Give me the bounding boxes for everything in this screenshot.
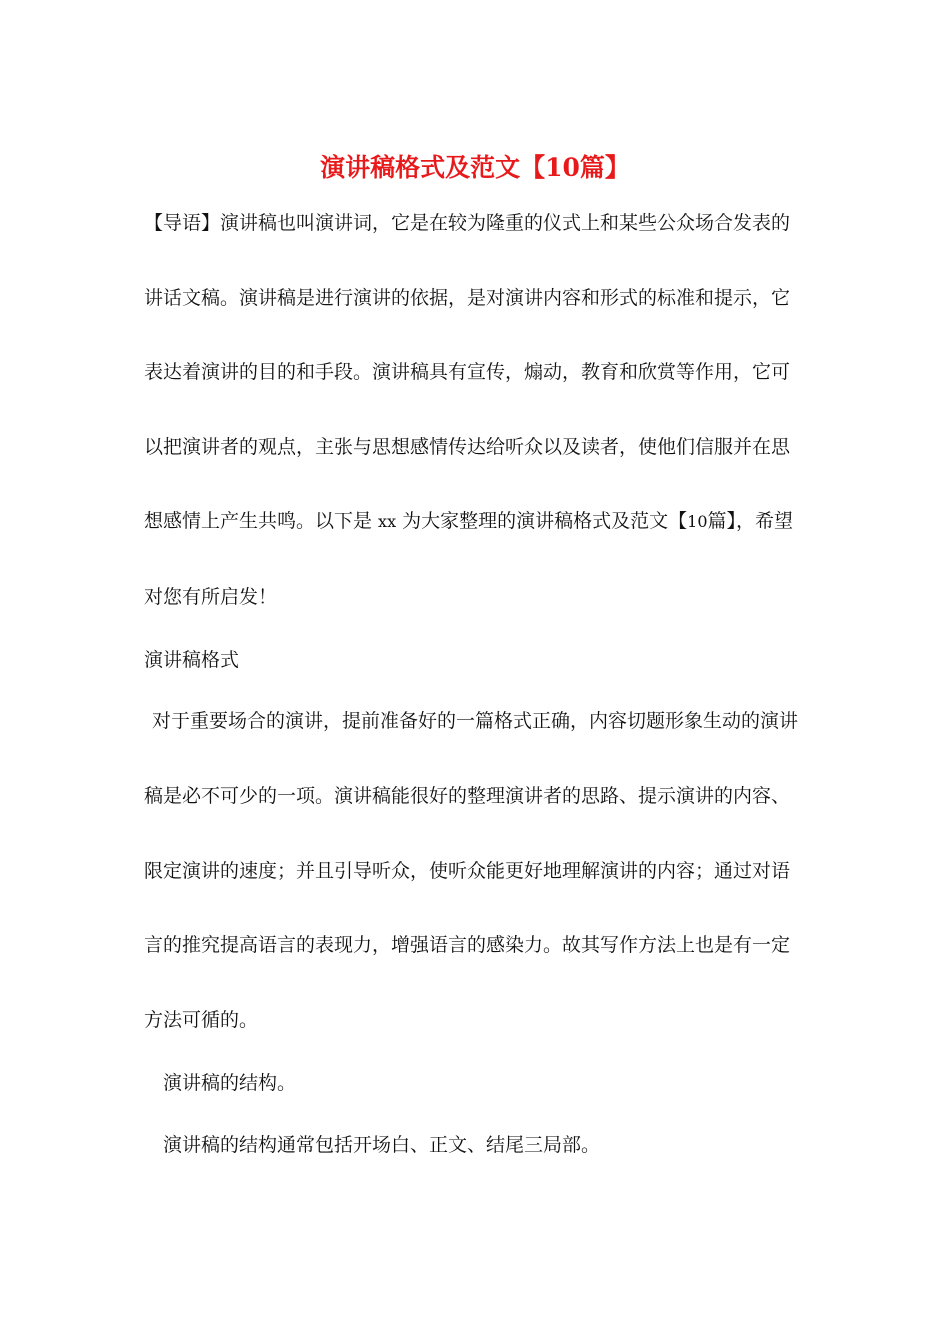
- section-line-3: 限定演讲的速度；并且引导听众，使听众能更好地理解演讲的内容；通过对语: [144, 860, 791, 882]
- intro-line-3: 表达着演讲的目的和手段。演讲稿具有宣传，煽动，教育和欣赏等作用，它可: [144, 361, 791, 383]
- section-heading: 演讲稿格式: [144, 649, 240, 671]
- section-line-4: 言的推究提高语言的表现力，增强语言的感染力。故其写作方法上也是有一定: [144, 934, 791, 956]
- section-line-5: 方法可循的。: [144, 1009, 259, 1031]
- structure-text: 演讲稿的结构通常包括开场白、正文、结尾三局部。: [163, 1134, 601, 1156]
- intro-line-5: [144, 506, 793, 537]
- intro-line-5-part-2: 为大家整理的演讲稿格式及范文【: [396, 510, 688, 532]
- intro-line-5-part-1: 想感情上产生共鸣。以下是: [144, 510, 379, 532]
- intro-line-5-number: 10: [687, 512, 708, 531]
- intro-line-1: 【导语】演讲稿也叫演讲词，它是在较为隆重的仪式上和某些公众场合发表的: [144, 212, 791, 234]
- document-title: 演讲稿格式及范文【10篇】: [320, 153, 630, 182]
- intro-line-5-xx: xx: [378, 512, 397, 531]
- intro-line-5-part-3: 篇】，希望: [707, 510, 794, 532]
- section-line-2: 稿是必不可少的一项。演讲稿能很好的整理演讲者的思路、提示演讲的内容、: [144, 785, 791, 807]
- intro-line-4: 以把演讲者的观点，主张与思想感情传达给听众以及读者，使他们信服并在思: [144, 436, 791, 458]
- section-line-1: 对于重要场合的演讲，提前准备好的一篇格式正确，内容切题形象生动的演讲: [152, 710, 799, 732]
- intro-line-6: 对您有所启发！: [144, 586, 278, 608]
- intro-line-2: 讲话文稿。演讲稿是进行演讲的依据，是对演讲内容和形式的标准和提示，它: [144, 287, 791, 309]
- structure-heading: 演讲稿的结构。: [163, 1072, 297, 1094]
